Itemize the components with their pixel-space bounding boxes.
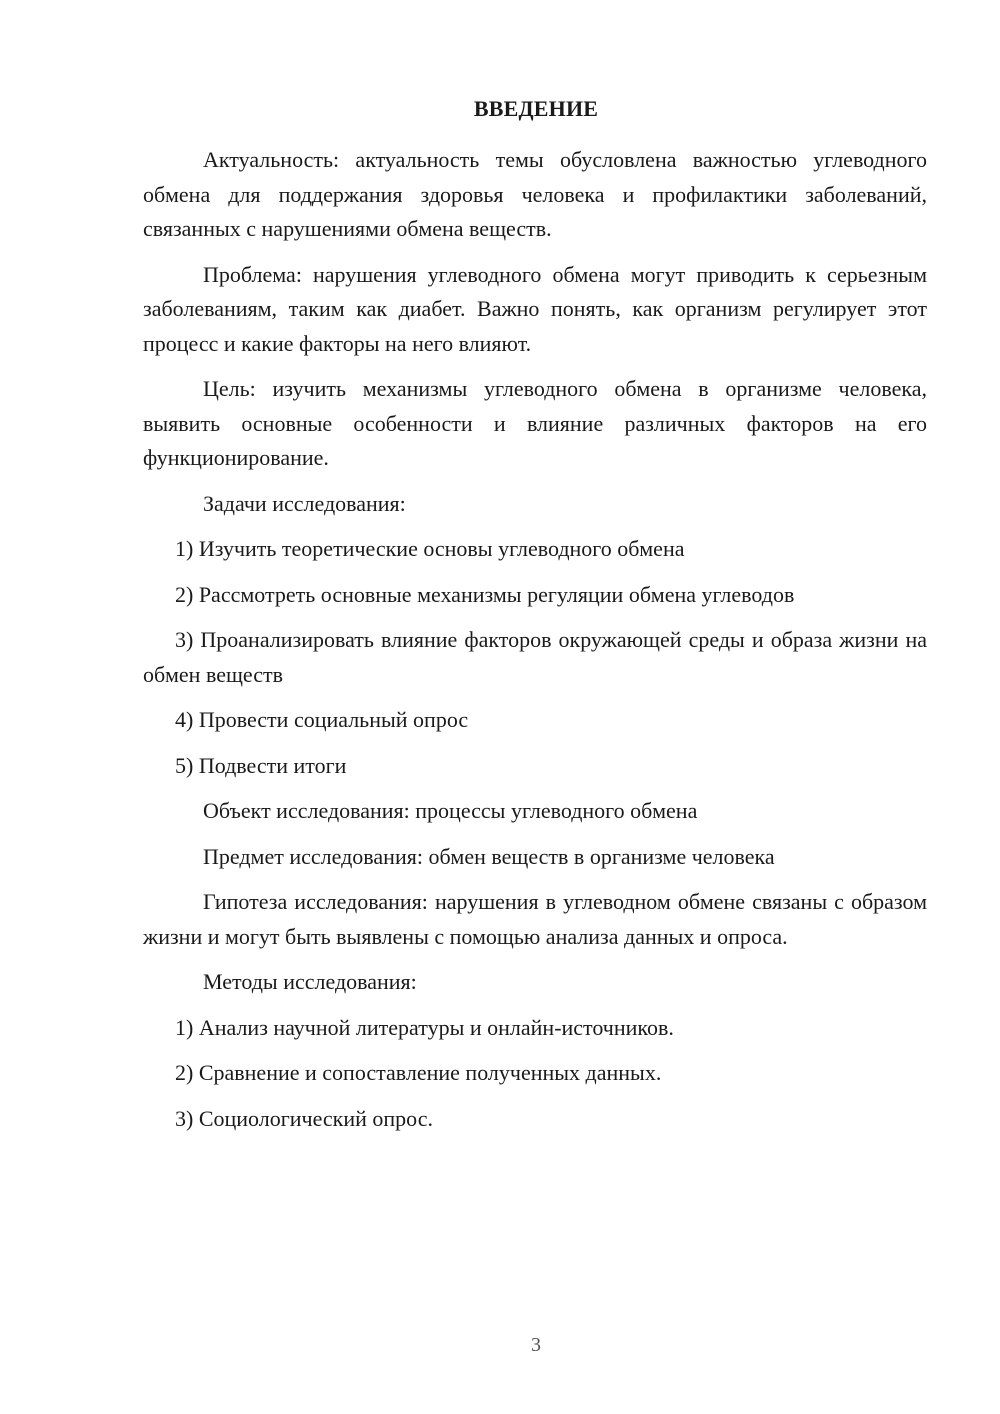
object-paragraph: Объект исследования: процессы углеводного обмена (203, 798, 698, 823)
tasks-heading: Задачи исследования: (203, 490, 406, 516)
problem-paragraph: Проблема: нарушения углеводного обмена могут приводить к серьезным заболеваниям, таким как диабет. Важно понять, как организм регулирует этот процесс и какие факторы на него влияют. (143, 261, 927, 356)
task-item-4: 4) Провести социальный опрос (175, 707, 469, 732)
subject-paragraph: Предмет исследования: обмен веществ в организме человека (203, 843, 775, 869)
method-item-3: 3) Социологический опрос. (175, 1105, 433, 1131)
task-item-1: 1) Изучить теоретические основы углеводного обмена (175, 536, 685, 561)
task-item-5: 5) Подвести итоги (175, 752, 347, 778)
task-item-2: 2) Рассмотреть основные механизмы регуляции обмена углеводов (175, 581, 795, 607)
goal-paragraph: Цель: изучить механизмы углеводного обмена в организме человека, выявить основные особенности и влияние различных факторов на его функционирование. (143, 376, 927, 470)
method-item-2: 2) Сравнение и сопоставление полученных данных. (175, 1060, 662, 1085)
relevance-paragraph: Актуальность: актуальность темы обусловлена важностью углеводного обмена для поддержания здоровья человека и профилактики заболеваний, связанных с нарушениями обмена веществ. (143, 147, 927, 241)
document-body (143, 143, 927, 1147)
methods-heading: Методы исследования: (203, 969, 417, 994)
page-title: ВВЕДЕНИЕ (473, 96, 599, 121)
task-item-3: 3) Проанализировать влияние факторов окружающей среды и образа жизни на обмен веществ (143, 627, 927, 687)
method-item-1: 1) Анализ научной литературы и онлайн-источников. (175, 1014, 674, 1040)
hypothesis-paragraph: Гипотеза исследования: нарушения в углеводном обмене связаны с образом жизни и могут быть выявлены с помощью анализа данных и опроса. (143, 889, 927, 949)
page-number: 3 (531, 1334, 541, 1356)
